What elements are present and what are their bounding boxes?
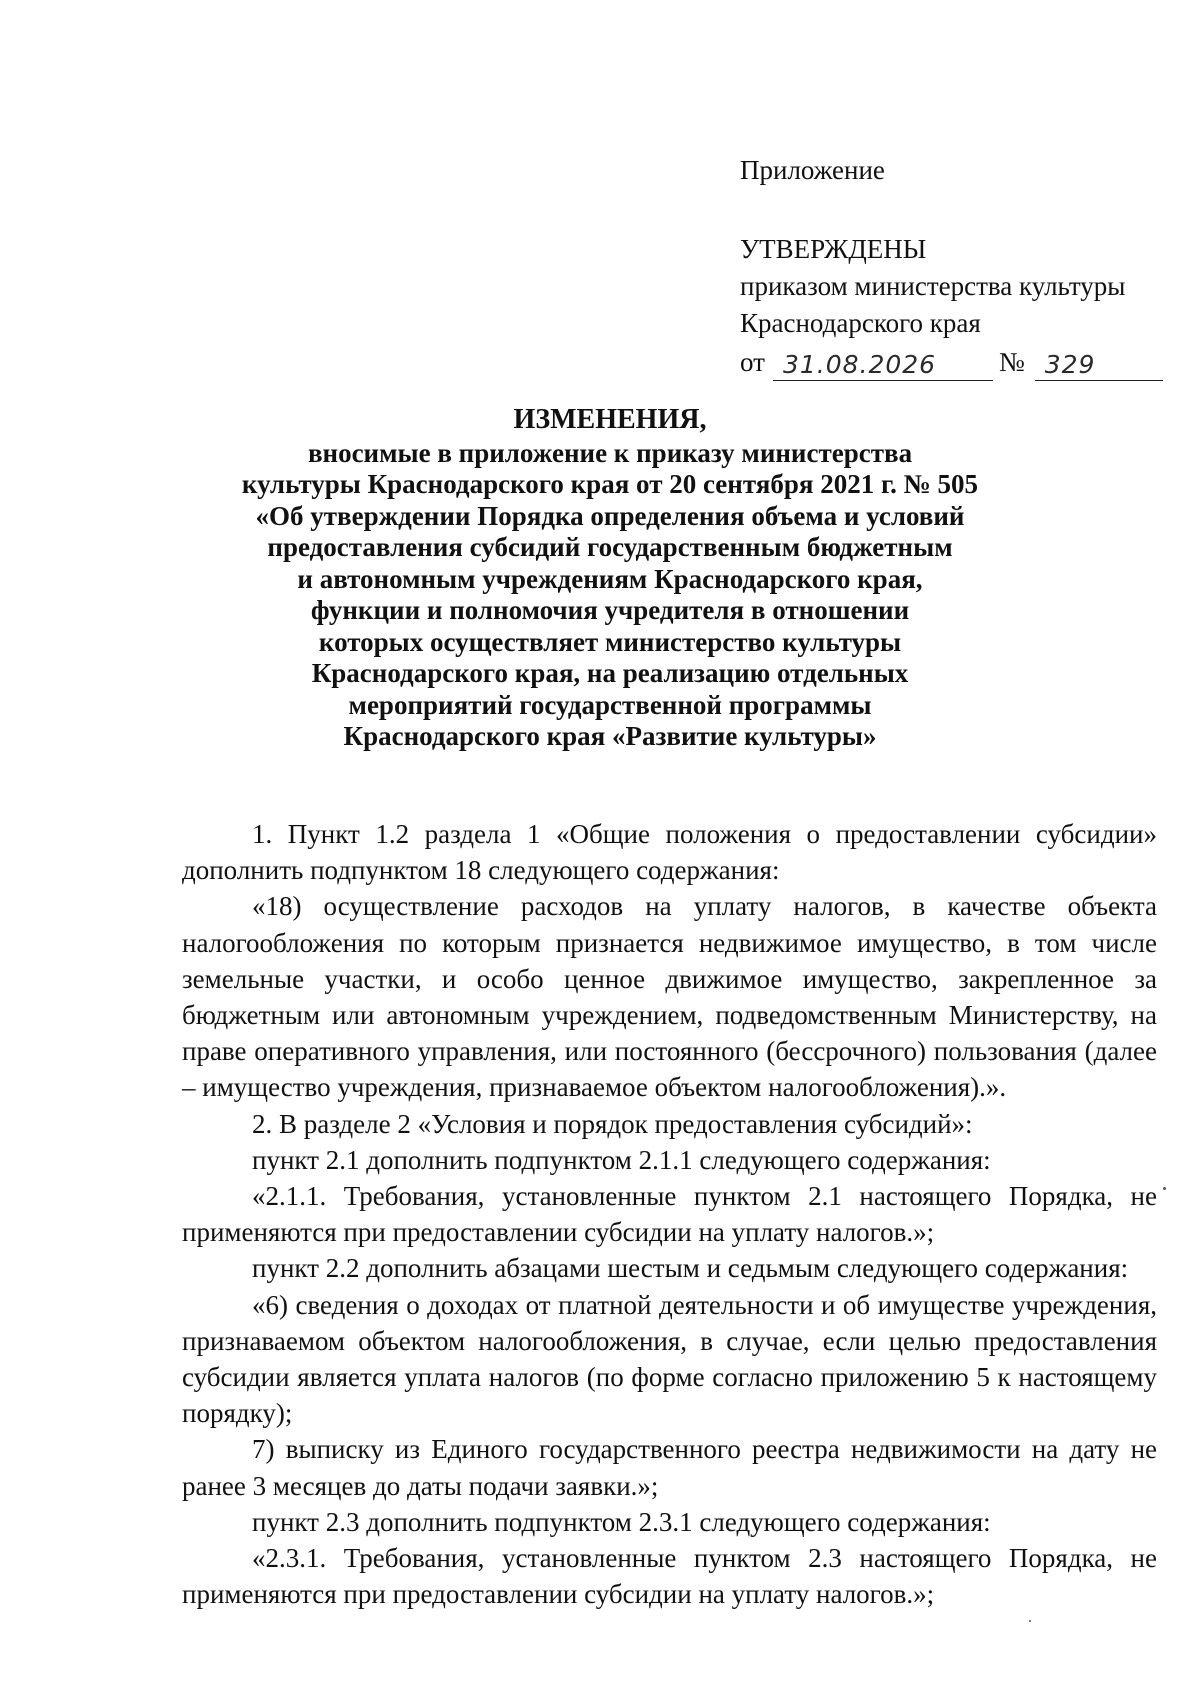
number-sign: № — [998, 347, 1025, 377]
scan-speck — [1163, 1187, 1166, 1190]
appendix-label: Приложение — [740, 155, 885, 185]
heading-line: «Об утверждении Порядка определения объема и условий — [255, 500, 965, 531]
paragraph: пункт 2.3 дополнить подпунктом 2.3.1 следующего содержания: — [252, 1506, 991, 1537]
heading-line: которых осуществляет министерство культуры — [318, 626, 902, 657]
heading-line: мероприятий государственной программы — [348, 689, 872, 720]
heading-line: культуры Краснодарского края от 20 сентября 2021 г. № 505 — [241, 469, 979, 499]
document-body — [182, 816, 1157, 1612]
order-date-number-row — [740, 344, 1170, 381]
date-prefix: от — [740, 347, 765, 377]
approval-block — [740, 152, 1170, 381]
heading-title: ИЗМЕНЕНИЯ, — [513, 404, 707, 435]
heading-line: функции и полномочия учредителя в отношении — [310, 595, 910, 625]
heading-line: Краснодарского края, на реализацию отдельных — [311, 658, 909, 688]
document-heading — [160, 404, 1060, 753]
paragraph: 1. Пункт 1.2 раздела 1 «Общие положения о предоставлении субсидии» дополнить подпунктом 18 следующего содержания: — [182, 819, 1157, 886]
approved-label: УТВЕРЖДЕНЫ — [740, 234, 927, 264]
handwritten-date: 31.08.2026 — [773, 350, 993, 381]
paragraph: пункт 2.1 дополнить подпунктом 2.1.1 следующего содержания: — [252, 1144, 991, 1175]
handwritten-number: 329 — [1035, 350, 1163, 381]
heading-line: вносимые в приложение к приказу министерства — [307, 437, 913, 468]
scan-speck — [1029, 1620, 1031, 1622]
paragraph: «2.1.1. Требования, установленные пунктом 2.1 настоящего Порядка, не применяются при предоставлении субсидии на уплату налогов.»; — [182, 1181, 1157, 1248]
spacer — [740, 189, 1170, 231]
paragraph: «6) сведения о доходах от платной деятельности и об имуществе учреждения, признаваемом объектом налогообложения, в случае, если целью предоставления субсидии является уплата налогов (по форме согласно приложению 5 к настоящему порядку); — [182, 1289, 1157, 1429]
paragraph: 7) выписку из Единого государственного реестра недвижимости на дату не ранее 3 месяцев до даты подачи заявки.»; — [182, 1434, 1157, 1501]
paragraph: 2. В разделе 2 «Условия и порядок предоставления субсидий»: — [252, 1108, 973, 1139]
order-line-1: приказом министерства культуры — [740, 271, 1126, 301]
paragraph: пункт 2.2 дополнить абзацами шестым и седьмым следующего содержания: — [252, 1253, 1129, 1284]
order-line-2: Краснодарского края — [740, 308, 981, 338]
paragraph: «2.3.1. Требования, установленные пунктом 2.3 настоящего Порядка, не применяются при предоставлении субсидии на уплату налогов.»; — [182, 1543, 1157, 1610]
heading-line: и автономным учреждениям Краснодарского края, — [297, 563, 923, 594]
paragraph: «18) осуществление расходов на уплату налогов, в качестве объекта налогообложения по которым признается недвижимое имущество, в том числе земельные участки, и особо ценное движимое имущество, закрепленное за бюджетным или автономным учреждением, подведомственным Министерству, на праве оперативного управления, или постоянного (бессрочного) пользования (далее – имущество учреждения, признаваемое объектом налогообложения).». — [182, 891, 1157, 1103]
heading-line: Краснодарского края «Развитие культуры» — [343, 721, 877, 751]
heading-line: предоставления субсидий государственным бюджетным — [267, 532, 953, 562]
